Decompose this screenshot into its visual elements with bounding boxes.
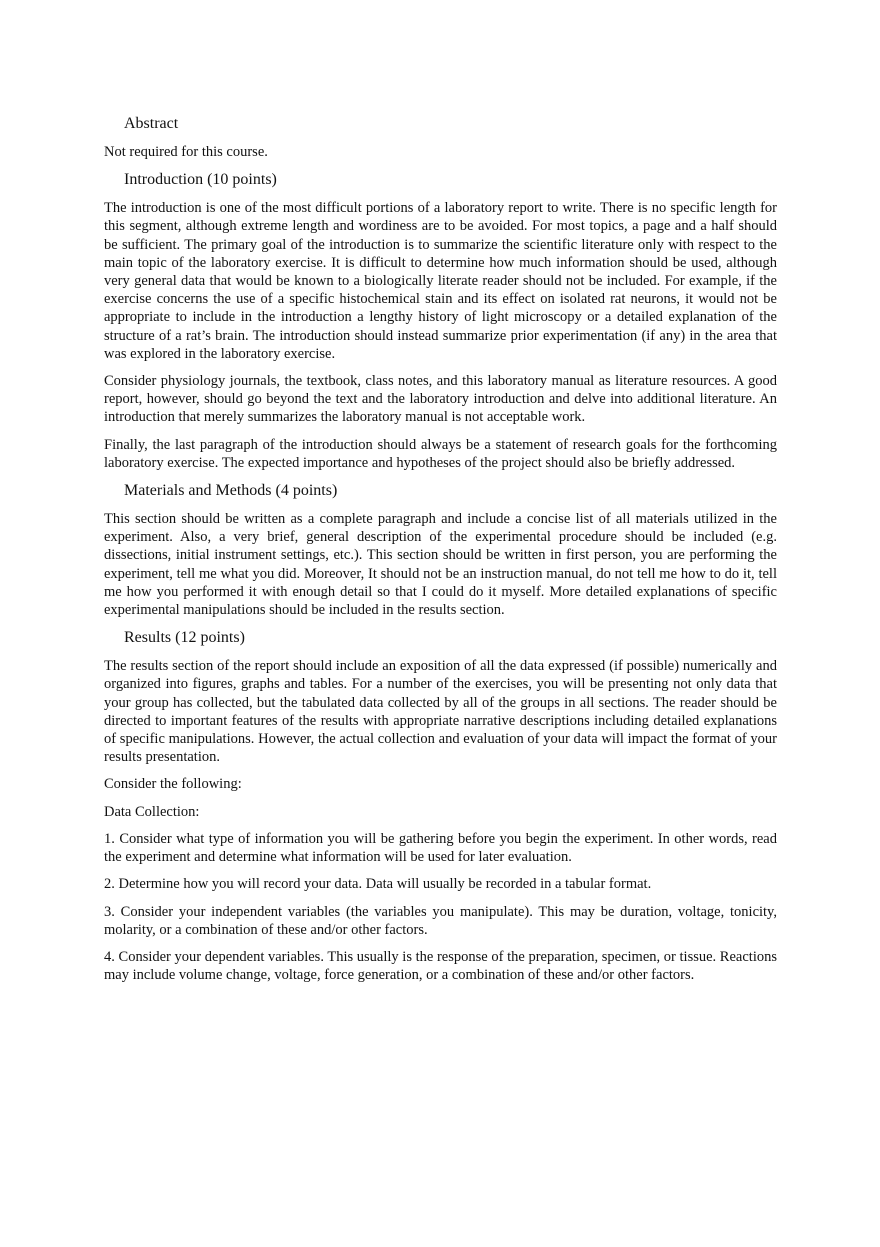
abstract-heading: Abstract bbox=[124, 115, 179, 132]
results-list-item: 3. Consider your independent variables (the variables you manipulate). This may be duration, voltage, tonicity, molarity, or a combination of these and/or other factors. bbox=[104, 903, 777, 938]
introduction-paragraph: The introduction is one of the most difficult portions of a laboratory report to write. There is no specific length for this segment, although extreme length and wordiness are to be avoided. For most topics, a page and a half should be sufficient. The primary goal of the introduction is to summarize the scientific literature only with respect to the main topic of the laboratory exercise. It is difficult to determine how much information should be used, although very general data that would be known to a biologically literate reader should not be included. For example, if the exercise concerns the use of a specific histochemical stain and its effect on isolated rat neurons, it would not be appropriate to include in the introduction a lengthy history of light microscopy or a detailed explanation of the structure of a rat’s brain. The introduction should instead summarize prior experimentation (if any) in the area that was explored in the laboratory exercise. bbox=[104, 200, 777, 362]
results-list-item: 4. Consider your dependent variables. This usually is the response of the preparation, specimen, or tissue. Reactions may include volume change, voltage, force generation, or a combination of these and/or other factors. bbox=[104, 948, 777, 984]
results-list-item: 2. Determine how you will record your data. Data will usually be recorded in a tabular format. bbox=[104, 876, 652, 893]
results-list-item: 1. Consider what type of information you will be gathering before you begin the experiment. In other words, read the experiment and determine what information will be used for later evaluation. bbox=[104, 830, 777, 866]
results-heading: Results (12 points) bbox=[124, 629, 245, 647]
materials-methods-section bbox=[104, 481, 777, 619]
results-subheading: Data Collection: bbox=[104, 803, 200, 820]
introduction-paragraph: Finally, the last paragraph of the introduction should always be a statement of research goals for the forthcoming laboratory exercise. The expected importance and hypotheses of the project should also be briefly addressed. bbox=[104, 436, 777, 471]
introduction-paragraph: Consider physiology journals, the textbook, class notes, and this laboratory manual as literature resources. A good report, however, should go beyond the text and the laboratory introduction and delve into additional literature. An introduction that merely summarizes the laboratory manual is not acceptable work. bbox=[104, 373, 777, 426]
results-paragraph: Consider the following: bbox=[104, 776, 242, 793]
introduction-section bbox=[104, 170, 777, 472]
results-paragraph: The results section of the report should include an exposition of all the data expressed (if possible) numerically and organized into figures, graphs and tables. For a number of the exercises, you will be presenting not only data that your group has collected, but the tabulated data collected by all of the groups in all sections. The reader should be directed to important features of the results with appropriate narrative descriptions including detailed explanations of specific manipulations. However, the actual collection and evaluation of your data will impact the format of your results presentation. bbox=[104, 658, 777, 766]
materials-methods-paragraph: This section should be written as a complete paragraph and include a concise list of all materials utilized in the experiment. Also, a very brief, general description of the experimental procedure should be included (e.g. dissections, initial instrument settings, etc.). This section should be written in first person, you are performing the experiment, tell me what you did. Moreover, It should not be an instruction manual, do not tell me how to do it, tell me how you performed it with enough detail so that I could do it myself. More detailed explanations of specific experimental manipulations should be included in the results section. bbox=[104, 511, 777, 619]
materials-methods-heading: Materials and Methods (4 points) bbox=[124, 482, 338, 500]
introduction-heading: Introduction (10 points) bbox=[124, 171, 277, 189]
abstract-section bbox=[104, 114, 777, 161]
abstract-paragraph: Not required for this course. bbox=[104, 144, 268, 160]
document-page bbox=[104, 114, 777, 993]
results-section bbox=[104, 628, 777, 984]
